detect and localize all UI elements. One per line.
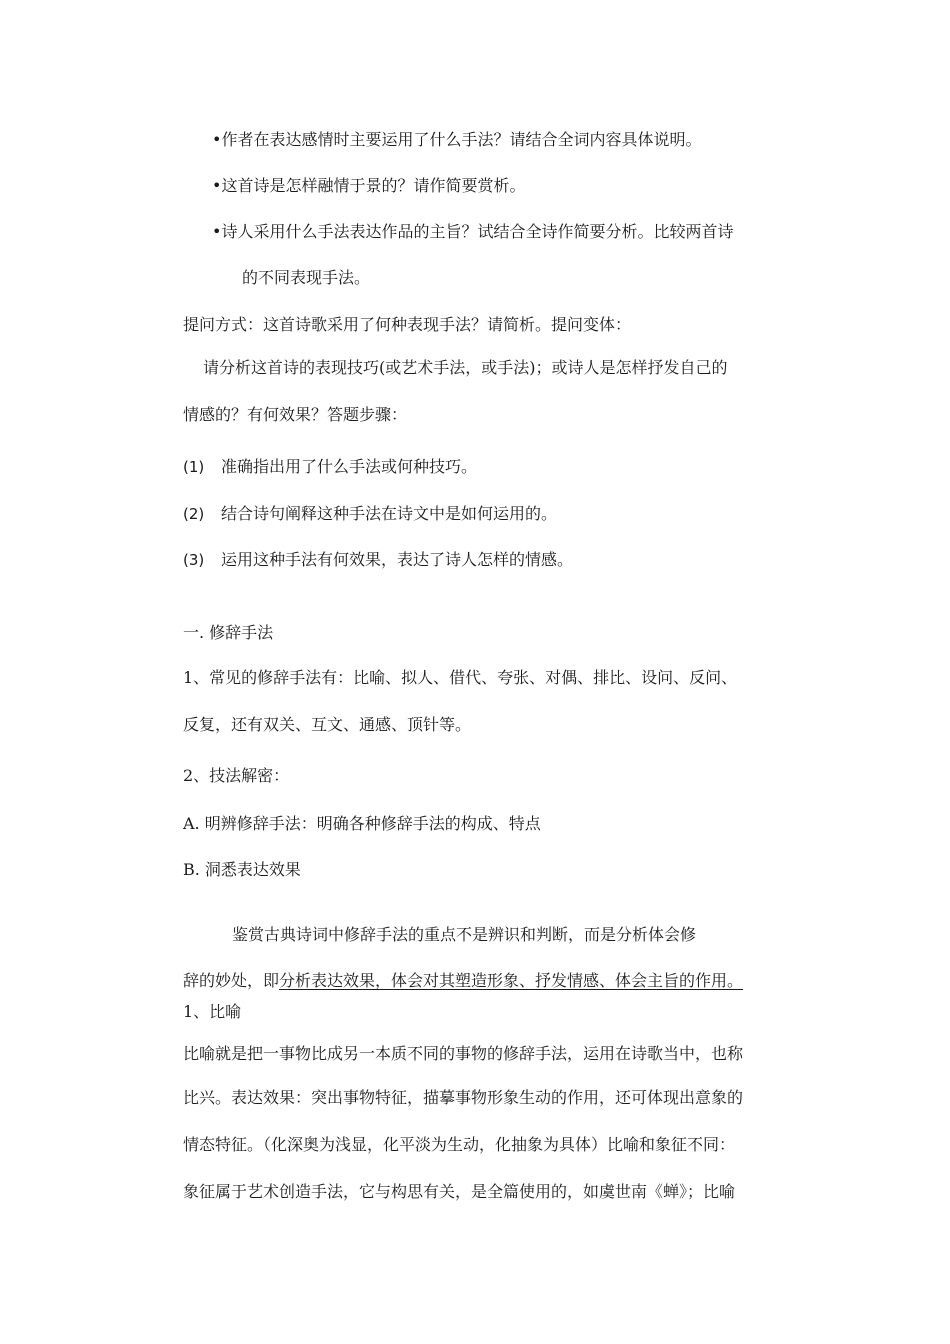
step-number: (1) (183, 458, 205, 476)
metaphor-line-3: 情态特征。（化深奥为浅显，化平淡为生动，化抽象为具体）比喻和象征不同： (183, 1135, 736, 1154)
bullet-question-1: •作者在表达感情时主要运用了什么手法？请结合全词内容具体说明。 (212, 130, 702, 149)
metaphor-line-4: 象征属于艺术创造手法，它与构思有关，是全篇使用的，如虞世南《蝉》；比喻 (183, 1182, 736, 1201)
step-number: (2) (183, 505, 205, 523)
step-2 (183, 503, 558, 525)
bullet-question-3-continued: 的不同表现手法。 (242, 268, 371, 287)
step-text: 运用这种手法有何效果，表达了诗人怎样的情感。 (221, 550, 574, 569)
common-devices-line-2: 反复，还有双关、互文、通感、顶针等。 (183, 715, 472, 734)
ask-method-line: 提问方式：这首诗歌采用了何种表现手法？请简析。提问变体： (183, 315, 632, 334)
step-text: 准确指出用了什么手法或何种技巧。 (221, 457, 478, 476)
step-text: 结合诗句阐释这种手法在诗文中是如何运用的。 (221, 504, 558, 523)
technique-a: A. 明辨修辞手法：明确各种修辞手法的构成、特点 (183, 814, 541, 833)
metaphor-title: 1、比喻 (183, 1002, 242, 1021)
step-3 (183, 549, 574, 571)
metaphor-line-2: 比兴。表达效果：突出事物特征，描摹事物形象生动的作用，还可体现出意象的 (183, 1088, 744, 1107)
technique-b: B. 洞悉表达效果 (183, 860, 301, 879)
appreciation-line-1: 鉴赏古典诗词中修辞手法的重点不是辨识和判断，而是分析体会修 (232, 925, 697, 944)
bullet-question-2: •这首诗是怎样融情于景的？请作简要赏析。 (212, 176, 526, 195)
appreciation-prefix: 辞的妙处，即 (183, 971, 280, 990)
appreciation-line-2 (183, 970, 743, 992)
section-title: 一. 修辞手法 (183, 623, 274, 642)
step-1 (183, 456, 478, 478)
metaphor-line-1: 比喻就是把一事物比成另一本质不同的事物的修辞手法，运用在诗歌当中，也称 (183, 1044, 744, 1063)
variant-line-2: 情感的？有何效果？答题步骤： (183, 405, 408, 424)
step-number: (3) (183, 551, 205, 569)
variant-line-1: 请分析这首诗的表现技巧(或艺术手法，或手法)；或诗人是怎样抒发自己的 (203, 358, 728, 377)
bullet-question-3: •诗人采用什么手法表达作品的主旨？试结合全诗作简要分析。比较两首诗 (212, 222, 734, 241)
appreciation-underlined: 分析表达效果，体会对其塑造形象、抒发情感、体会主旨的作用。 (279, 971, 744, 990)
common-devices-line-1: 1、常见的修辞手法有：比喻、拟人、借代、夸张、对偶、排比、设问、反问、 (183, 668, 738, 687)
technique-title: 2、技法解密： (183, 766, 290, 785)
